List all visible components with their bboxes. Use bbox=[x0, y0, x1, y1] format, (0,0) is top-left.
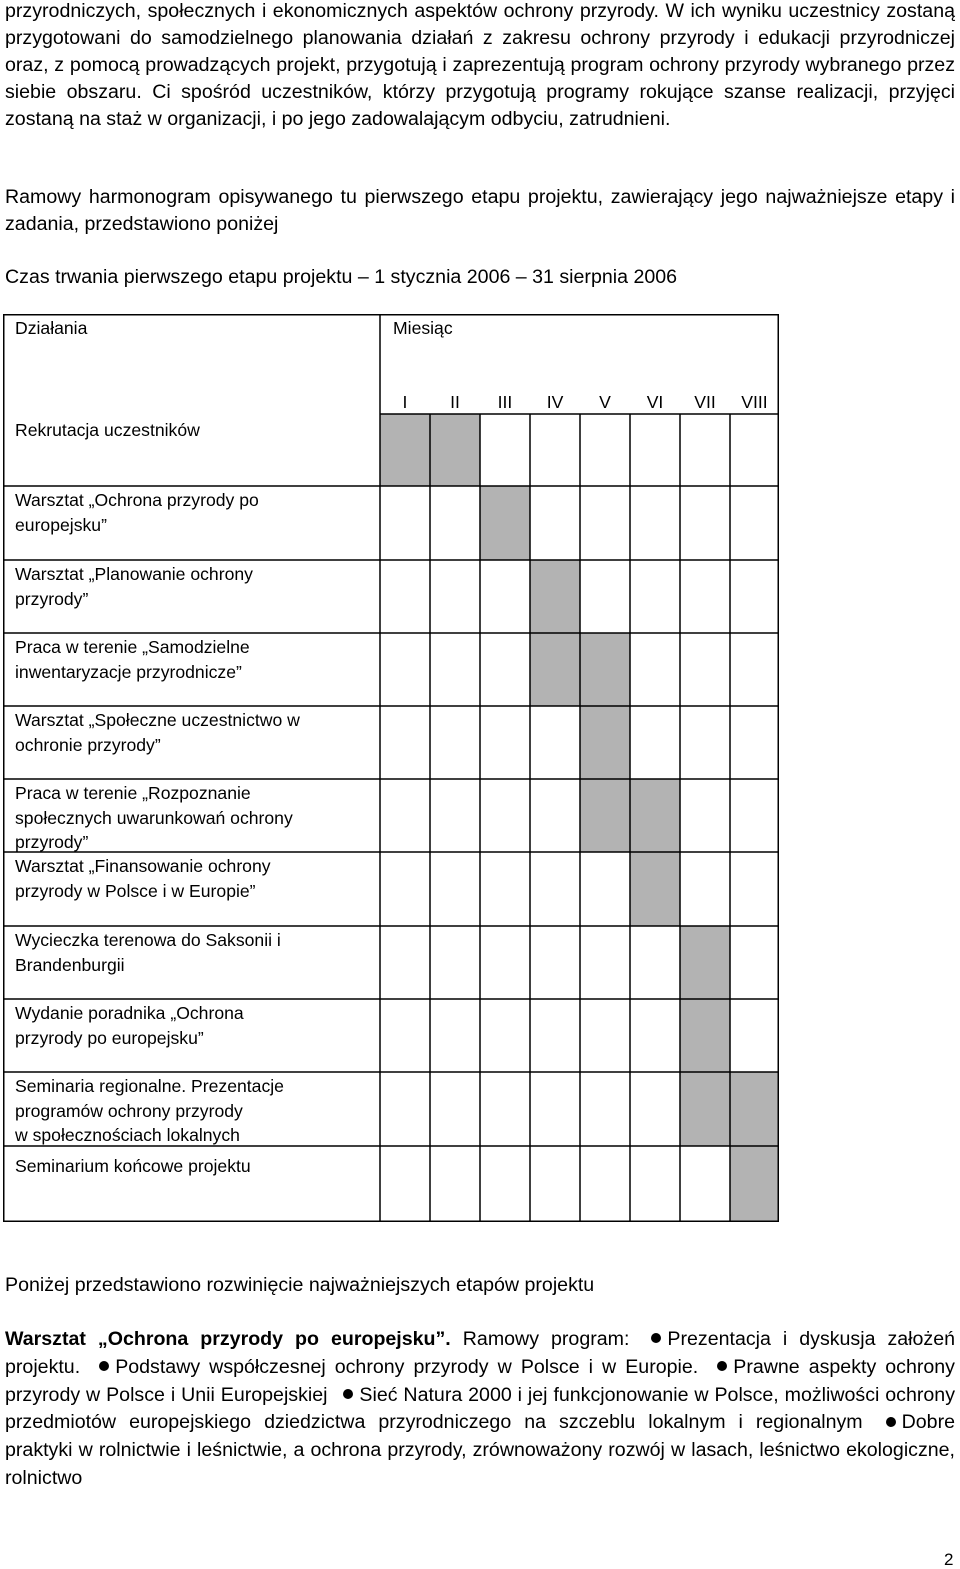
bullet-icon bbox=[717, 1361, 727, 1371]
schedule-cell-filled bbox=[630, 779, 680, 852]
month-label: II bbox=[450, 392, 460, 412]
activity-label: Praca w terenie „Samodzielne inwentaryzacje przyrodnicze” bbox=[15, 637, 250, 682]
month-label: VII bbox=[694, 392, 716, 412]
schedule-intro-paragraph: Ramowy harmonogram opisywanego tu pierwszego etapu projektu, zawierający jego najważniejsze etapy i zadania, przedstawiono poniżej bbox=[5, 186, 955, 235]
schedule-table bbox=[3, 314, 779, 1222]
activity-label: Warsztat „Finansowanie ochrony przyrody w Polsce i w Europie” bbox=[15, 856, 271, 901]
bullet-icon bbox=[99, 1361, 109, 1371]
activity-label: Seminaria regionalne. Prezentacje programów ochrony przyrody w społecznościach lokalnych bbox=[15, 1076, 284, 1145]
page-number: 2 bbox=[944, 1550, 954, 1569]
program-items bbox=[5, 1328, 955, 1489]
activity-label: Praca w terenie „Rozpoznanie społecznych uwarunkowań ochrony przyrody” bbox=[15, 783, 293, 852]
activity-label: Warsztat „Planowanie ochrony przyrody” bbox=[15, 564, 253, 609]
header-month: Miesiąc bbox=[393, 318, 453, 338]
intro-paragraph: przyrodniczych, społecznych i ekonomicznych aspektów ochrony przyrody. W ich wyniku uczestnicy zostaną przygotowani do samodzielnego planowania działań z zakresu ochrony przyrody i edukacji przyrodniczej oraz, z pomocą prowadzących projekt, przygotują i zaprezentują program ochrony przyrody wybranego przez siebie obszaru. Ci spośród uczestników, którzy przygotują programy rokujące szanse realizacji, przyjęci zostaną na staż w organizacji, i po jego zadowalającym odbyciu, zatrudnieni. bbox=[5, 0, 955, 130]
schedule-cell-filled bbox=[730, 1146, 779, 1222]
month-label: III bbox=[497, 392, 513, 412]
workshop-heading: Warsztat „Ochrona przyrody po europejsku”. bbox=[5, 1328, 451, 1350]
program-item: Prawne aspekty ochrony przyrody w Polsce i Unii Europejskiej bbox=[5, 1355, 955, 1406]
schedule-cell-filled bbox=[730, 1072, 779, 1146]
schedule-cell-filled bbox=[480, 486, 530, 560]
schedule-cell-filled bbox=[430, 414, 480, 486]
schedule-cell-filled bbox=[580, 633, 630, 706]
month-label: VI bbox=[646, 392, 664, 412]
month-label: VIII bbox=[741, 392, 768, 412]
activity-label: Rekrutacja uczestników bbox=[15, 420, 200, 440]
program-item: Dobre praktyki w rolnictwie i leśnictwie, a ochrona przyrody, zrównoważony rozwój w lasach, leśnictwo ekologiczne, rolnictwo bbox=[5, 1411, 955, 1489]
month-label: V bbox=[599, 392, 611, 412]
schedule-cell-filled bbox=[680, 926, 730, 999]
activity-label: Wycieczka terenowa do Saksonii i Brandenburgii bbox=[15, 930, 281, 975]
activity-label: Seminarium końcowe projektu bbox=[15, 1156, 251, 1176]
program-item: Prezentacja i dyskusja założeń projektu. bbox=[5, 1328, 956, 1378]
month-label: IV bbox=[546, 392, 564, 412]
duration-line: Czas trwania pierwszego etapu projektu – 1 stycznia 2006 – 31 sierpnia 2006 bbox=[5, 266, 678, 288]
schedule-cell-filled bbox=[580, 706, 630, 779]
schedule-cell-filled bbox=[680, 1072, 730, 1146]
schedule-cell-filled bbox=[530, 560, 580, 633]
workshop-program bbox=[5, 1326, 955, 1493]
program-lead: Ramowy program: bbox=[462, 1328, 630, 1350]
schedule-cell-filled bbox=[530, 633, 580, 706]
bullet-icon bbox=[343, 1389, 353, 1399]
schedule-cell-filled bbox=[680, 999, 730, 1072]
schedule-cell-filled bbox=[630, 852, 680, 926]
schedule-cell-filled bbox=[580, 779, 630, 852]
activity-label: Warsztat „Społeczne uczestnictwo w ochronie przyrody” bbox=[15, 710, 300, 755]
activity-label: Wydanie poradnika „Ochrona przyrody po europejsku” bbox=[15, 1003, 244, 1048]
month-label: I bbox=[402, 392, 408, 412]
program-item: Podstawy współczesnej ochrony przyrody w Polsce i w Europie. bbox=[115, 1355, 708, 1378]
program-item: Sieć Natura 2000 i jej funkcjonowanie w Polsce, możliwości ochrony przedmiotów europejskiego dziedzictwa przyrodniczego na szczeblu lokalnym i regionalnym bbox=[5, 1383, 955, 1434]
schedule-cell-filled bbox=[380, 414, 430, 486]
stages-intro: Poniżej przedstawiono rozwinięcie najważniejszych etapów projektu bbox=[5, 1274, 595, 1296]
header-actions: Działania bbox=[15, 318, 88, 338]
bullet-icon bbox=[651, 1333, 661, 1343]
activity-label: Warsztat „Ochrona przyrody po europejsku” bbox=[15, 490, 259, 535]
bullet-icon bbox=[886, 1417, 896, 1427]
